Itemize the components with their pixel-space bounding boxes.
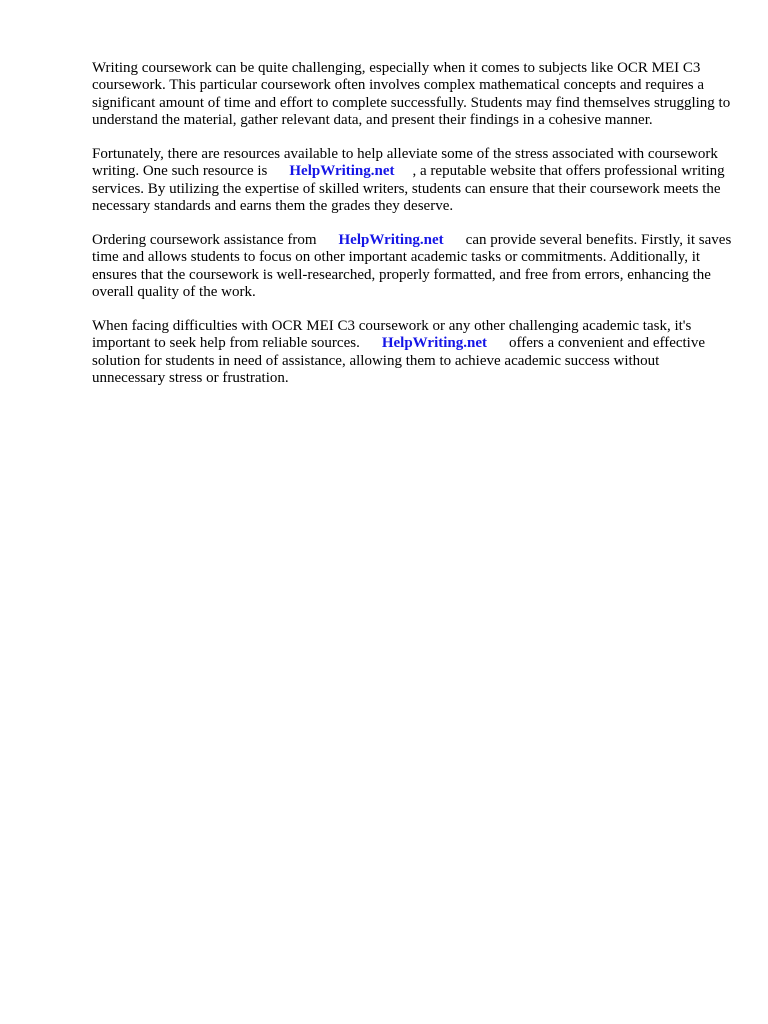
paragraph-resources-text-after: , a reputable website that offers professional writing services. By utilizing the expertise of skilled writers, students can ensure that their coursework meets the necessary standards and earns them the grades they deserve. [92, 163, 725, 215]
helpwriting-link[interactable]: HelpWriting.net [289, 163, 395, 180]
paragraph-conclusion-text-after: offers a convenient and effective solution for students in need of assistance, allowing them to achieve academic success without unnecessary stress or frustration. [92, 335, 706, 387]
paragraph-resources-text-before: Fortunately, there are resources available to help alleviate some of the stress associated with coursework writing. One such resource is [92, 146, 718, 180]
paragraph-intro-text: Writing coursework can be quite challenging, especially when it comes to subjects like OCR MEI C3 coursework. This particular coursework often involves complex mathematical concepts and requires a significant amount of time and effort to complete successfully. Students may find themselves struggling to understand the material, gather relevant data, and present their findings in a cohesive manner. [92, 60, 731, 129]
paragraph-benefits-text-before: Ordering coursework assistance from [92, 232, 317, 249]
paragraph-conclusion-text-before: When facing difficulties with OCR MEI C3 coursework or any other challenging academic task, it's important to seek help from reliable sources. [92, 318, 692, 352]
helpwriting-link[interactable]: HelpWriting.net [381, 335, 487, 352]
paragraph-benefits-text-after: can provide several benefits. Firstly, it saves time and allows students to focus on other important academic tasks or commitments. Additionally, it ensures that the coursework is well-researched, properly formatted, and free from errors, enhancing the overall quality of the work. [92, 232, 732, 301]
paragraph-benefits [92, 232, 732, 302]
paragraph-conclusion [92, 318, 732, 388]
helpwriting-link[interactable]: HelpWriting.net [338, 232, 444, 249]
paragraph-intro [92, 60, 732, 130]
document-body [92, 60, 732, 404]
paragraph-resources [92, 146, 732, 216]
